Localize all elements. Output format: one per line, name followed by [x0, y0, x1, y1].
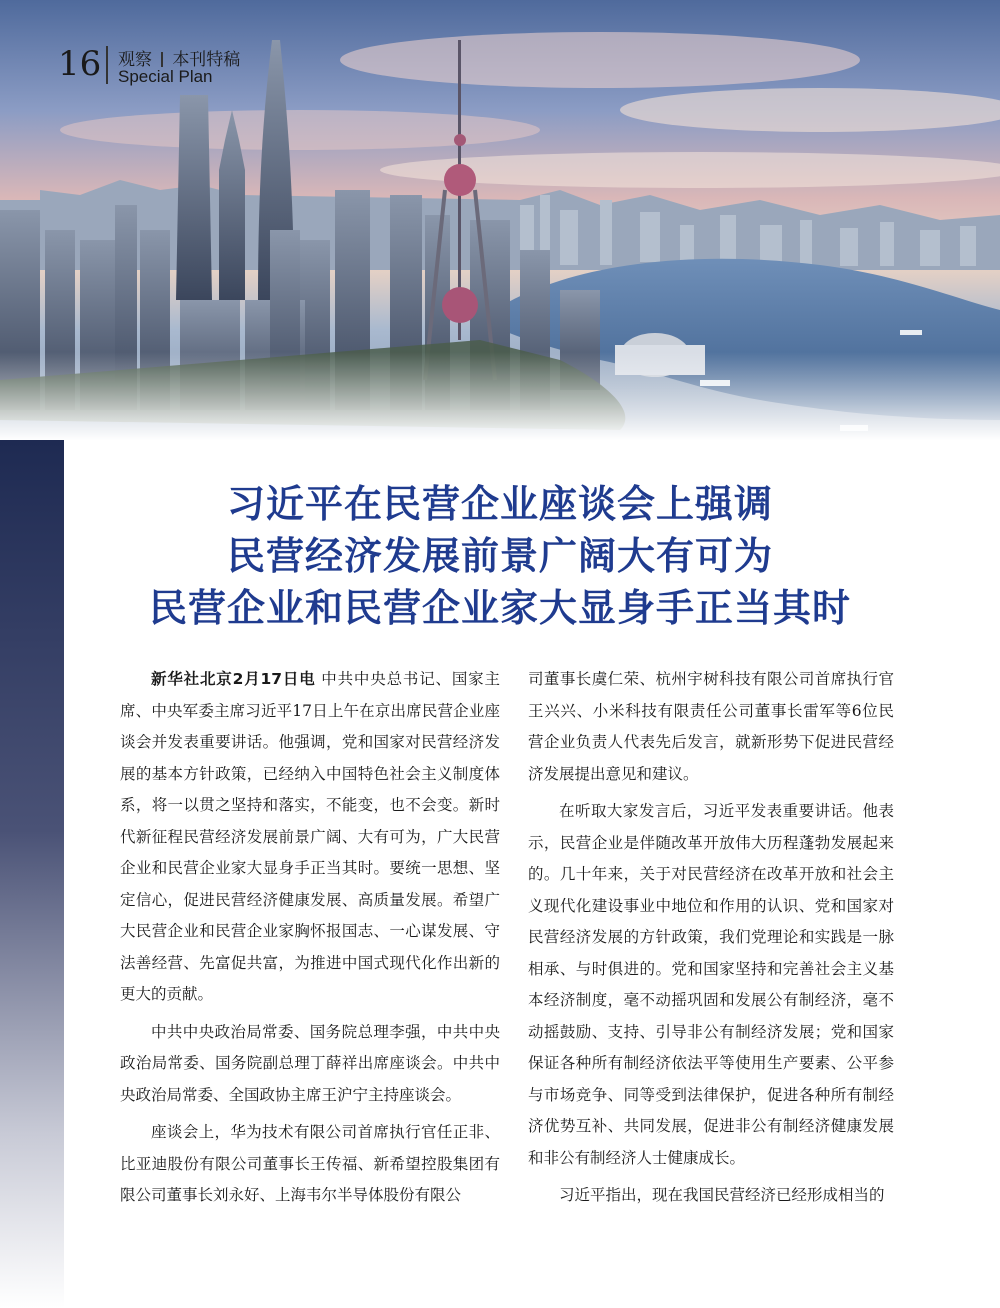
- paragraph-3: 座谈会上，华为技术有限公司首席执行官任正非、比亚迪股份有限公司董事长王传福、新希望控股集团有限公司董事长刘永好、上海韦尔半导体股份有限公: [120, 1123, 500, 1204]
- article-column-left: [120, 664, 500, 1218]
- title-line-1: 习近平在民营企业座谈会上强调: [226, 482, 773, 526]
- dateline: 新华社北京2月17日电: [151, 670, 316, 688]
- article-column-right: [528, 664, 894, 1218]
- section-sub: 本刊特稿: [172, 50, 241, 70]
- section-en: Special Plan: [118, 67, 213, 86]
- paragraph-2: 中共中央政治局常委、国务院总理李强，中共中央政治局常委、国务院副总理丁薛祥出席座谈会。中共中央政治局常委、全国政协主席王沪宁主持座谈会。: [120, 1022, 500, 1104]
- paragraph-5: 习近平指出，现在我国民营经济已经形成相当的: [559, 1186, 885, 1204]
- article-title: [0, 478, 1000, 634]
- header-divider: [106, 46, 108, 84]
- title-line-3: 民营企业和民营企业家大显身手正当其时: [148, 586, 851, 630]
- paragraph-4: 在听取大家发言后，习近平发表重要讲话。他表示，民营企业是伴随改革开放伟大历程蓬勃发展起来的。几十年来，关于对民营经济在改革开放和社会主义现代化建设事业中地位和作用的认识、党和国家对民营经济发展的方针政策，我们党理论和实践是一脉相承、与时俱进的。党和国家坚持和完善社会主义基本经济制度，毫不动摇巩固和发展公有制经济，毫不动摇鼓励、支持、引导非公有制经济发展；党和国家保证各种所有制经济依法平等使用生产要素、公平参与市场竞争、同等受到法律保护，促进各种所有制经济优势互补、共同发展，促进非公有制经济健康发展和非公有制经济人士健康成长。: [528, 802, 894, 1167]
- page-number: 16: [58, 44, 102, 84]
- section-separator: [161, 52, 163, 67]
- paragraph-3-continued: 司董事长虞仁荣、杭州宇树科技有限公司首席执行官王兴兴、小米科技有限责任公司董事长雷军等6位民营企业负责人代表先后发言，就新形势下促进民营经济发展提出意见和建议。: [528, 670, 894, 783]
- paragraph-1-text: 中共中央总书记、国家主席、中央军委主席习近平17日上午在京出席民营企业座谈会并发表重要讲话。他强调，党和国家对民营经济发展的基本方针政策，已经纳入中国特色社会主义制度体系，将一以贯之坚持和落实，不能变，也不会变。新时代新征程民营经济发展前景广阔、大有可为，广大民营企业和民营企业家大显身手正当其时。要统一思想、坚定信心，促进民营经济健康发展、高质量发展。希望广大民营企业和民营企业家胸怀报国志、一心谋发展、守法善经营、先富促共富，为推进中国式现代化作出新的更大的贡献。: [120, 670, 500, 1003]
- section-cn: 观察: [118, 50, 152, 70]
- title-line-2: 民营经济发展前景广阔大有可为: [226, 534, 773, 578]
- paragraph-1: [120, 664, 500, 1011]
